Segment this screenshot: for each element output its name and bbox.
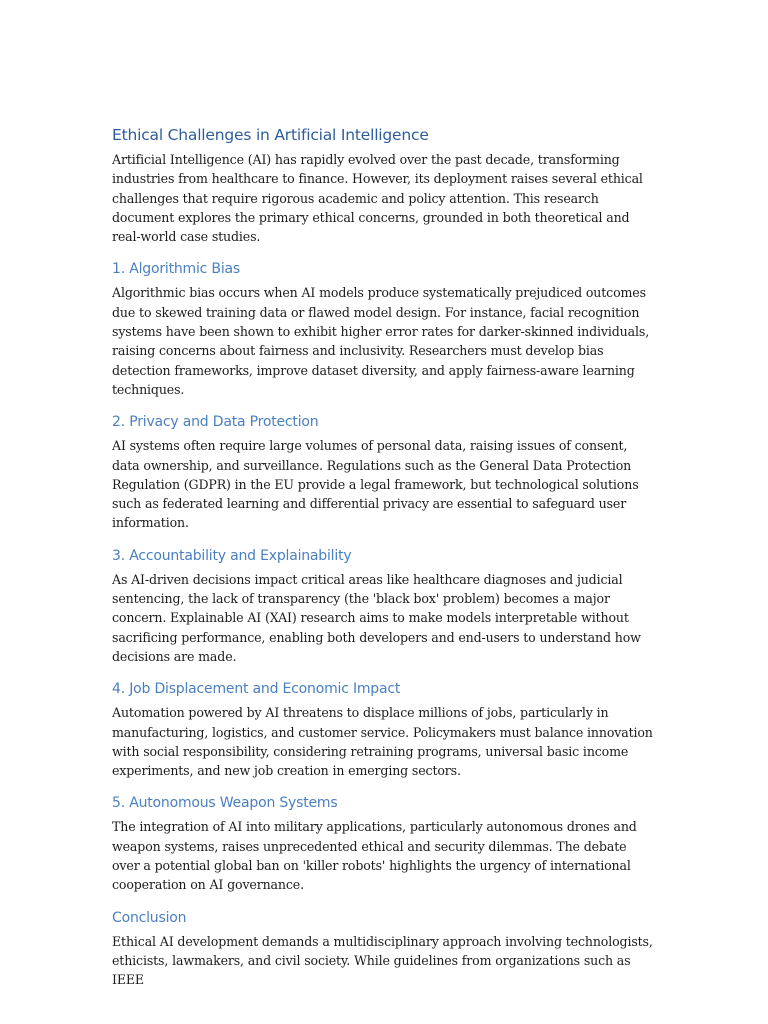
section-autonomous-weapons [112, 792, 657, 894]
section-accountability [112, 545, 657, 666]
section-conclusion [112, 907, 657, 990]
section-body: Ethical AI development demands a multidisciplinary approach involving technologists, ethicists, lawmakers, and civil society. While guidelines from organizations such as IEEE [112, 933, 653, 988]
section-algorithmic-bias [112, 258, 657, 399]
document-title: Ethical Challenges in Artificial Intelligence [112, 126, 429, 144]
section-body: AI systems often require large volumes of personal data, raising issues of consent, data ownership, and surveillance. Regulations such as the General Data Protection Regulation (GDPR) in the EU provide a legal framework, but technological solutions such as federated learning and differential privacy are essential to safeguard user information. [112, 438, 639, 531]
section-heading: Conclusion [112, 909, 187, 926]
section-heading: 4. Job Displacement and Economic Impact [112, 681, 401, 698]
document-page [112, 124, 657, 990]
section-body: The integration of AI into military applications, particularly autonomous drones and weapon systems, raises unprecedented ethical and security dilemmas. The debate over a potential global ban on 'killer robots' highlights the urgency of international cooperation on AI governance. [112, 819, 637, 893]
section-heading: 3. Accountability and Explainability [112, 547, 352, 564]
section-heading: 2. Privacy and Data Protection [112, 414, 319, 431]
section-heading: 5. Autonomous Weapon Systems [112, 795, 338, 812]
section-body: Automation powered by AI threatens to displace millions of jobs, particularly in manufacturing, logistics, and customer service. Policymakers must balance innovation with social responsibility, considering retraining programs, universal basic income experiments, and new job creation in emerging sectors. [112, 705, 653, 779]
section-heading: 1. Algorithmic Bias [112, 261, 240, 278]
intro-paragraph: Artificial Intelligence (AI) has rapidly evolved over the past decade, transforming industries from healthcare to finance. However, its deployment raises several ethical challenges that require rigorous academic and policy attention. This research document explores the primary ethical concerns, grounded in both theoretical and real-world case studies. [112, 152, 643, 245]
section-job-displacement [112, 678, 657, 780]
section-privacy [112, 411, 657, 532]
section-body: As AI-driven decisions impact critical areas like healthcare diagnoses and judicial sentencing, the lack of transparency (the 'black box' problem) becomes a major concern. Explainable AI (XAI) research aims to make models interpretable without sacrificing performance, enabling both developers and end-users to understand how decisions are made. [112, 571, 641, 664]
section-body: Algorithmic bias occurs when AI models produce systematically prejudiced outcomes due to skewed training data or flawed model design. For instance, facial recognition systems have been shown to exhibit higher error rates for darker-skinned individuals, raising concerns about fairness and inclusivity. Researchers must develop bias detection frameworks, improve dataset diversity, and apply fairness-aware learning techniques. [112, 285, 650, 397]
